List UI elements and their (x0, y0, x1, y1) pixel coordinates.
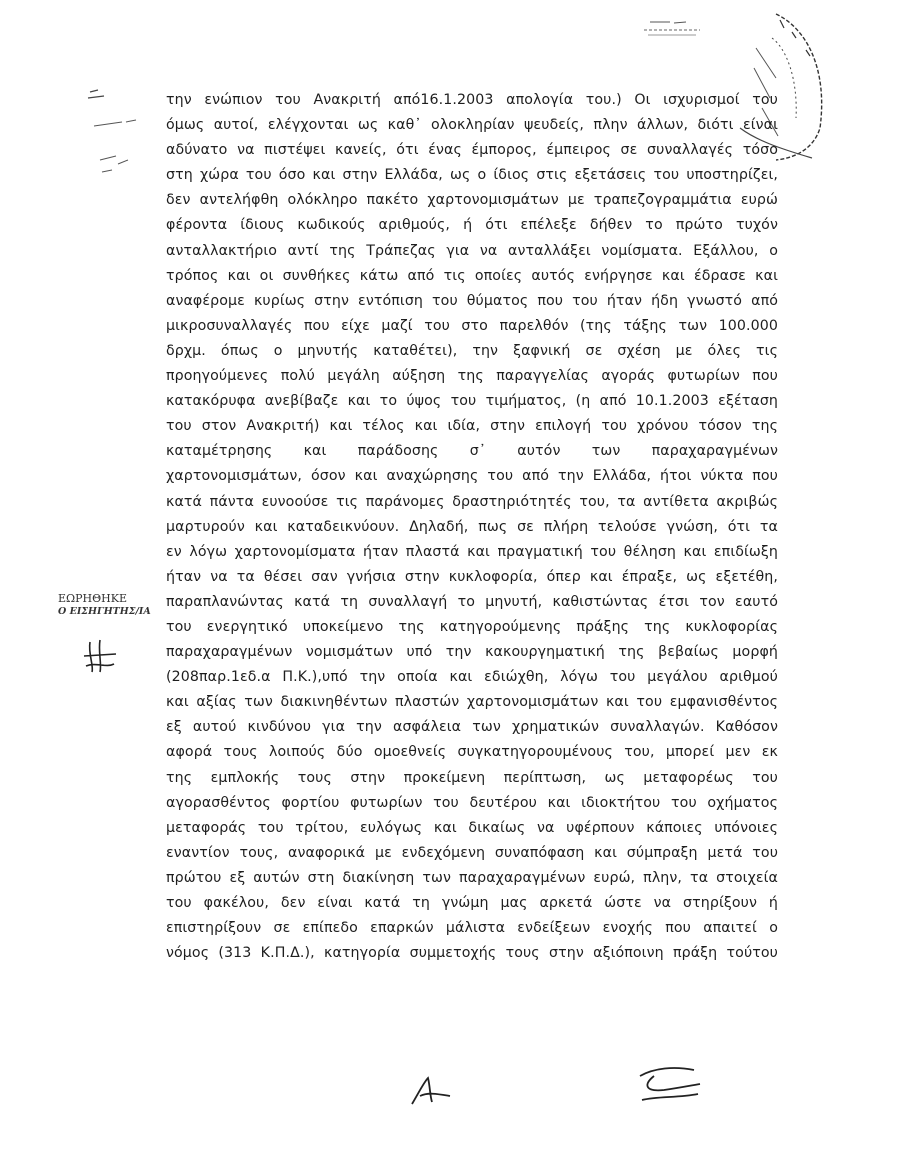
text-line: αδύνατο να πιστέψει κανείς, ότι ένας έμπορος, έμπειρος σε συναλλαγές τόσο (166, 142, 778, 159)
text-line: νόμος (313 Κ.Π.Δ.), κατηγορία συμμετοχής τους στην αξιόποινη πράξη τούτου (166, 945, 778, 962)
text-line: αγορασθέντος φορτίου φυτωρίων του δευτέρου και ιδιοκτήτου του οχήματος (166, 794, 778, 811)
text-line: και αξίας των διακινηθέντων πλαστών χαρτονομισμάτων και του εμφανισθέντος (166, 694, 778, 711)
text-line: μικροσυναλλαγές που είχε μαζί του στο παρελθόν (της τάξης των 100.000 (166, 317, 778, 334)
margin-stamp (58, 592, 158, 618)
text-line: επιστηρίξουν σε επίπεδο επαρκών μάλιστα ενδείξεων ενοχής που απαιτεί ο (166, 920, 778, 937)
text-line: όμως αυτοί, ελέγχονται ως καθ᾽ ολοκληρίαν ψευδείς, πλην άλλων, διότι είναι (166, 117, 778, 134)
text-line: την ενώπιον του Ανακριτή από16.1.2003 απολογία του.) Οι ισχυρισμοί του (166, 92, 778, 108)
document-body (166, 88, 778, 966)
text-line: μεταφοράς του τρίτου, ευλόγως και δικαίως να υφέρπουν κάποιες υπόνοιες (166, 819, 778, 836)
text-line: προηγούμενες πολύ μεγάλη αύξηση της παραγγελίας αγοράς φυτωρίων που (166, 368, 778, 385)
text-line: καταμέτρησης και παράδοσης σ᾽ αυτόν των παραχαραγμένων (166, 443, 778, 460)
margin-signature-icon (80, 636, 120, 676)
text-line: αφορά τους λοιπούς δύο ομοεθνείς συγκατηγορουμένους του, μπορεί μεν εκ (166, 744, 778, 761)
text-line: αναφέρομε κυρίως στην εντόπιση του θύματος που του ήταν ήδη γνωστό από (166, 292, 778, 309)
text-line: δεν αντελήφθη ολόκληρο πακέτο χαρτονομισμάτων με τραπεζογραμμάτια ευρώ (166, 192, 778, 209)
text-line: του στον Ανακριτή) και τέλος και ιδία, στην επιλογή του χρόνου τόσον της (166, 418, 778, 435)
margin-stamp-line2: Ο ΕΙΣΗΓΗΤΗΣ/ΙΑ (58, 606, 151, 617)
text-line: δρχμ. όπως ο μηνυτής καταθέτει), την ξαφνική σε σχέση με όλες τις (166, 342, 778, 359)
text-line: (208παρ.1εδ.α Π.Κ.),υπό την οποία και εδιώχθη, λόγω του μεγάλου αριθμού (166, 669, 778, 686)
text-line: παραπλανώντας κατά τη συναλλαγή το μηνυτή, καθιστώντας έτσι τον εαυτό (166, 593, 778, 610)
header-stamp-mark (640, 18, 704, 38)
text-line: εν λόγω χαρτονομίσματα ήταν πλαστά και πραγματική του θέληση και επιδίωξη (166, 543, 778, 560)
text-line: στη χώρα του όσο και στην Ελλάδα, ως ο ίδιος στις εξετάσεις του υποστηρίζει, (166, 167, 778, 184)
text-line: ήταν να τα θέσει σαν γνήσια στην κυκλοφορία, όπερ και έπραξε, ως εξετέθη, (166, 568, 778, 585)
text-line: κατακόρυφα ανεβίβαζε και το ύψος του τιμήματος, (η από 10.1.2003 εξέταση (166, 393, 778, 410)
text-line: μαρτυρούν και καταδεικνύουν. Δηλαδή, πως σε πλήρη τελούσε γνώση, ότι τα (166, 518, 778, 535)
text-line: ανταλλακτήριο αντί της Τράπεζας για να ανταλλάξει νομίσματα. Εξάλλου, ο (166, 242, 778, 259)
text-line: παραχαραγμένων νομισμάτων υπό την κακουργηματική της βεβαίως μορφή (166, 644, 778, 661)
text-line: τρόπος και οι συνθήκες κάτω από τις οποίες αυτός ενήργησε και έδρασε και (166, 267, 778, 284)
text-line: της εμπλοκής τους στην προκείμενη περίπτωση, ως μεταφορέως του (166, 769, 778, 786)
margin-annotation-marks (82, 86, 142, 196)
text-line: του ενεργητικό υποκείμενο της κατηγορούμενης πράξης της κυκλοφορίας (166, 618, 778, 635)
text-line: κατά πάντα ευνοούσε τις παράνομες δραστηριότητές του, τα αντίθετα ακριβώς (166, 493, 778, 510)
text-line: χαρτονομισμάτων, όσον και αναχώρησης του από την Ελλάδα, ήτοι νύκτα που (166, 468, 778, 485)
text-line: του φακέλου, δεν είναι κατά τη γνώμη μας αρκετά ώστε να στηρίξουν ή (166, 895, 778, 911)
signature-icon (634, 1062, 704, 1106)
text-line: εναντίον τους, αναφορικά με ενδεχόμενη συναπόφαση και σύμπραξη μετά του (166, 844, 778, 861)
text-line: εξ αυτού κινδύνου για την ασφάλεια των χρηματικών συναλλαγών. Καθόσον (166, 719, 778, 736)
margin-stamp-line1: ΕΩΡΗΘΗΚΕ (58, 592, 128, 605)
text-line: πρώτου εξ αυτών στη διακίνηση των παραχαραγμένων ευρώ, πλην, τα στοιχεία (166, 869, 778, 886)
text-line: φέροντα ίδιους κωδικούς αριθμούς, ή ότι επέλεξε δήθεν το πρώτο τυχόν (166, 217, 778, 234)
signature-icon (408, 1074, 454, 1108)
